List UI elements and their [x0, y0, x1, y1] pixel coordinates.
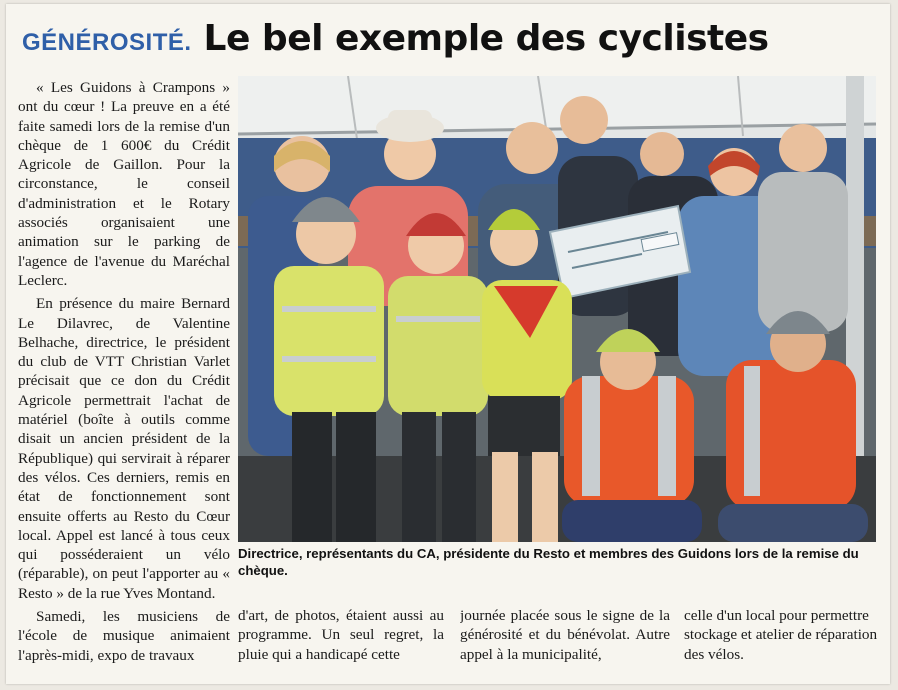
article-paragraph: Samedi, les musiciens de l'école de musique animaient l'après-midi, expo de travaux: [18, 608, 230, 664]
headline-title: Le bel exemple des cyclistes: [203, 18, 769, 59]
group-photo-illustration: [238, 76, 876, 542]
article-paragraph: journée placée sous le signe de la générosité et du bénévolat. Autre appel à la municipalité,: [460, 607, 670, 663]
headline: [22, 18, 880, 68]
article-left-column: [18, 78, 230, 678]
headline-kicker: GÉNÉROSITÉ.: [22, 29, 192, 56]
article-column-3: [460, 606, 670, 678]
article-paragraph: « Les Guidons à Crampons » ont du cœur ! La preuve en a été faite samedi lors de la remise d'un chèque de 1 600€ du Crédit Agricole de Gaillon. Pour la circonstance, le conseil d'administration et le Rotary associés organisaient une animation sur le parking de l'agence de l'avenue du Maréchal Leclerc.: [18, 79, 230, 289]
article-paragraph: En présence du maire Bernard Le Dilavrec, de Valentine Belhache, directrice, le président du club de VTT Christian Varlet précisait que ce don du Crédit Agricole permettrait l'achat de matériel (boîte à outils comme disait un ancien président de la République) qui servirait à réparer des vélos. Ces derniers, remis en état de fonctionnement sont ensuite offerts au Resto du Cœur local. Appel est lancé à tous ceux qui posséderaient un vélo (réparable), on peut l'apporter au « Resto » de la rue Yves Montand.: [18, 295, 230, 602]
group-photo: [238, 76, 876, 542]
article-column-2: [238, 606, 444, 678]
photo-caption: Directrice, représentants du CA, présidente du Resto et membres des Guidons lors de la remise du chèque.: [238, 546, 859, 578]
article-column-4: [684, 606, 880, 678]
article-paragraph: celle d'un local pour permettre stockage et atelier de réparation des vélos.: [684, 607, 878, 663]
article-paragraph: d'art, de photos, étaient aussi au programme. Un seul regret, la pluie qui a handicapé cette: [238, 607, 444, 663]
